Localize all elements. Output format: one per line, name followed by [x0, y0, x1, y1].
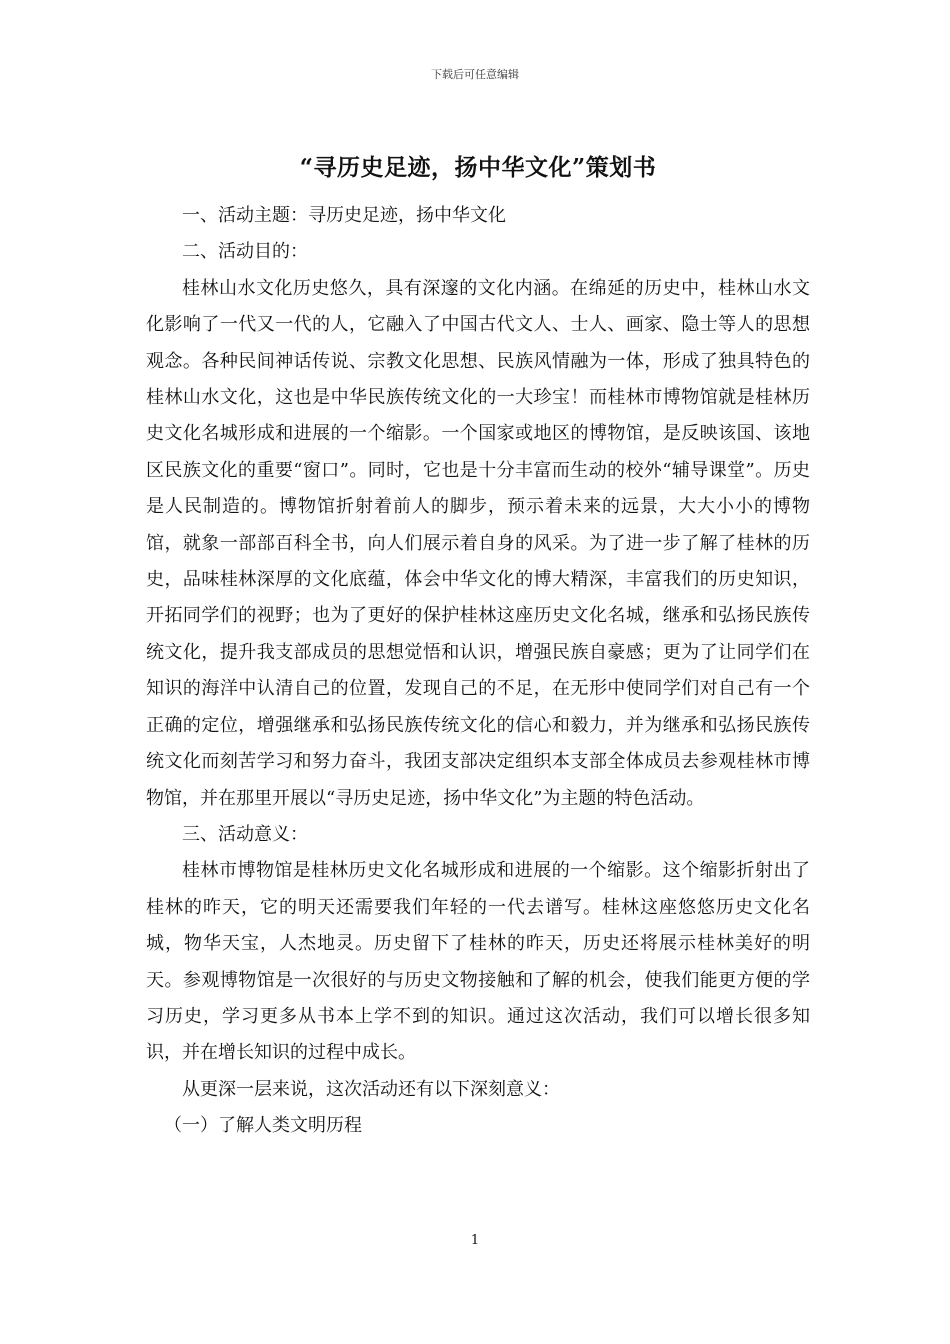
header-note: 下载后可任意编辑 [431, 68, 519, 81]
section-purpose-heading: 二、活动目的： [182, 241, 308, 263]
section-significance-paragraph-1: 桂林市博物馆是桂林历史文化名城形成和进展的一个缩影。这个缩影折射出了桂林的昨天，它的明天还需要我们年轻的一代去谱写。桂林这座悠悠历史文化名城，物华天宝，人杰地灵。历史留下了桂林的昨天，历史还将展示桂林美好的明天。参观博物馆是一次很好的与历史文物接触和了解的机会，使我们能更方便的学习历史，学习更多从书本上学不到的知识。通过这次活动，我们可以增长很多知识，并在增长知识的过程中成长。 [146, 860, 810, 1064]
document-title: “寻历史足迹，扬中华文化”策划书 [299, 154, 657, 181]
section-purpose-paragraph: 桂林山水文化历史悠久，具有深邃的文化内涵。在绵延的历史中，桂林山水文化影响了一代又一代的人，它融入了中国古代文人、士人、画家、隐士等人的思想观念。各种民间神话传说、宗教文化思想、民族风情融为一体，形成了独具特色的桂林山水文化，这也是中华民族传统文化的一大珍宝！而桂林市博物馆就是桂林历史文化名城形成和进展的一个缩影。一个国家或地区的博物馆，是反映该国、该地区民族文化的重要“窗口”。同时，它也是十分丰富而生动的校外“辅导课堂”。历史是人民制造的。博物馆折射着前人的脚步，预示着未来的远景，大大小小的博物馆，就象一部部百科全书，向人们展示着自身的风采。为了进一步了解了桂林的历史，品味桂林深厚的文化底蕴，体会中华文化的博大精深，丰富我们的历史知识，开拓同学们的视野；也为了更好的保护桂林这座历史文化名城，继承和弘扬民族传统文化，提升我支部成员的思想觉悟和认识，增强民族自豪感；更为了让同学们在知识的海洋中认清自己的位置，发现自己的不足，在无形中使同学们对自己有一个正确的定位，增强继承和弘扬民族传统文化的信心和毅力，并为继承和弘扬民族传统文化而刻苦学习和努力奋斗，我团支部决定组织本支部全体成员去参观桂林市博物馆，并在那里开展以“寻历史足迹，扬中华文化”为主题的特色活动。 [146, 277, 810, 809]
section-significance-heading: 三、活动意义： [182, 823, 308, 845]
document-body [146, 148, 810, 1145]
subsection-heading-1: （一）了解人类文明历程 [164, 1115, 362, 1137]
section-theme-heading: 一、活动主题：寻历史足迹，扬中华文化 [182, 205, 506, 226]
page-number: 1 [470, 1233, 480, 1248]
section-significance-paragraph-2: 从更深一层来说，这次活动还有以下深刻意义： [182, 1078, 560, 1100]
